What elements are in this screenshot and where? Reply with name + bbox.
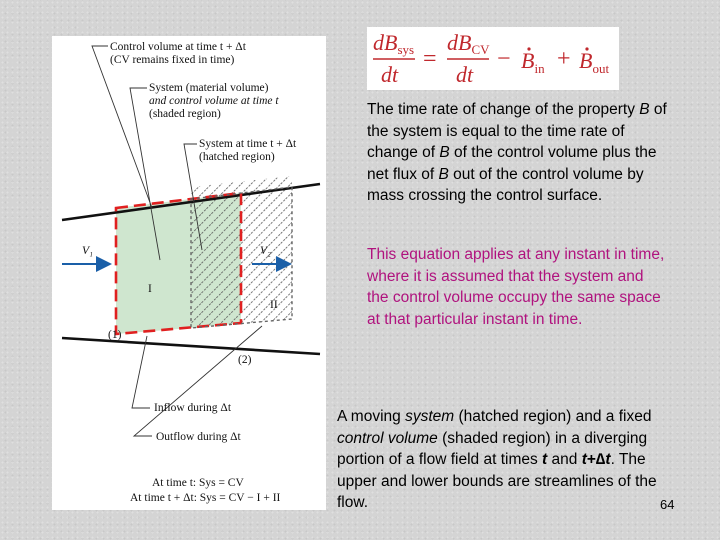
label-relation-t-dt: At time t + Δt: Sys = CV − I + II: [130, 492, 281, 504]
label-region-one: I: [148, 283, 152, 295]
label-system-later-2: (hatched region): [199, 151, 275, 163]
label-system-2: and control volume at time t: [149, 95, 279, 107]
label-relation-t: At time t: Sys = CV: [152, 477, 244, 489]
eq-rhs-num: dB: [447, 30, 472, 55]
eq-lhs-den: dt: [381, 62, 399, 87]
eq-rhs-den: dt: [456, 62, 474, 87]
eq-b-in-sub: in: [534, 61, 545, 76]
label-v2: V₂: [260, 245, 272, 257]
instant-paragraph: This equation applies at any instant in time, where it is assumed that the system and the control volume occupy the same space at that particular instant in time.: [367, 246, 665, 328]
definition-paragraph: The time rate of change of the property B of the system is equal to the time rate of change of B of the control volume plus the net flux of B out of the control volume by mass crossing the control surface.: [367, 101, 667, 204]
label-system-1: System (material volume): [149, 82, 269, 94]
eq-b-in: B: [521, 48, 535, 73]
eq-lhs-num-sub: sys: [397, 42, 415, 57]
label-inflow: Inflow during Δt: [154, 402, 232, 414]
lower-streamline: [62, 338, 320, 354]
leader-cv-later: [92, 46, 152, 208]
eq-b-out: B: [579, 48, 593, 73]
figure-caption: A moving system (hatched region) and a fixed control volume (shaded region) in a diverging portion of a flow field at times t and t+∆t. The upper and lower bounds are streamlines of the flow.: [337, 408, 657, 511]
figure-drawing: [52, 36, 326, 510]
leader-inflow: [132, 336, 150, 408]
label-section-two: (2): [238, 354, 252, 366]
label-system-3: (shaded region): [149, 108, 221, 120]
eq-plus: +: [557, 46, 571, 72]
svg-text:Bin: [521, 48, 545, 76]
shaded-region: [116, 199, 191, 334]
svg-text:dBCV: [447, 30, 490, 57]
eq-b-out-sub: out: [592, 61, 610, 76]
eq-lhs-num: dB: [373, 30, 398, 55]
eq-minus: −: [497, 46, 511, 72]
label-cv-later-1: Control volume at time t + Δt: [110, 41, 246, 53]
control-volume-figure: [52, 36, 326, 510]
reynolds-transport-equation: [367, 27, 619, 90]
eq-rhs-num-sub: CV: [471, 42, 490, 57]
equation-drawing: [367, 27, 619, 90]
label-v1: V₁: [82, 245, 94, 257]
label-system-later-1: System at time t + Δt: [199, 138, 297, 150]
svg-text:dBsys: [373, 30, 414, 57]
label-region-two: II: [270, 299, 278, 311]
label-outflow: Outflow during Δt: [156, 431, 241, 443]
label-cv-later-2: (CV remains fixed in time): [110, 54, 235, 66]
eq-equals: =: [423, 46, 437, 72]
svg-text:Bout: [579, 48, 609, 76]
label-section-one: (1): [108, 329, 122, 341]
page-number: 64: [660, 497, 675, 512]
